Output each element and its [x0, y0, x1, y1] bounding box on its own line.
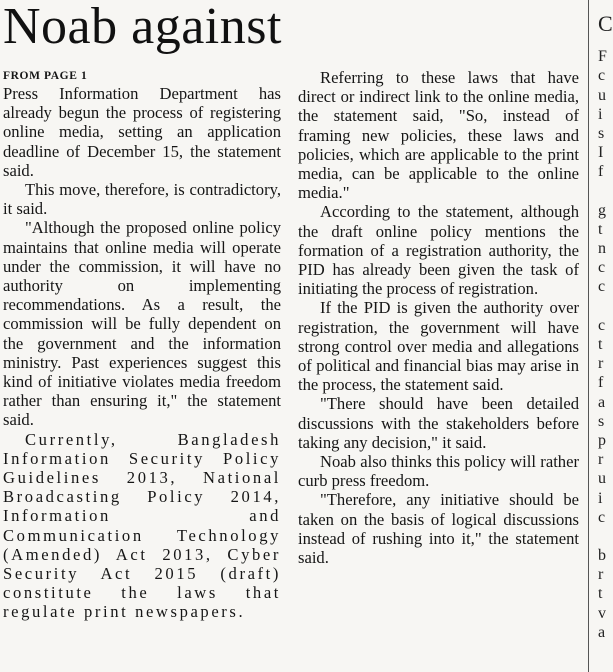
cut-line-fragment: c — [598, 259, 606, 277]
paragraph: "Although the proposed online policy maintains that online media will operate under the commission, it will have no authority on implementing recommendations. As a result, the commission will be fully dependent on the government and the information ministry. Past experiences suggest this kind of initiative violates media freedom rather than ensuring it," the statement said. — [3, 218, 281, 430]
cut-line-fragment — [598, 182, 608, 201]
cut-line-fragment: a — [598, 623, 606, 641]
cut-line-fragment: i — [598, 489, 603, 507]
cut-line-fragment: c — [598, 508, 606, 526]
continuation-kicker: FROM PAGE 1 — [3, 70, 88, 82]
paragraph: According to the statement, although the draft online policy mentions the formation of a registration authority, the PID has already been given the task of initiating the process of registration. — [298, 202, 579, 299]
cut-line-fragment: t — [598, 336, 603, 353]
article-column-middle — [298, 68, 579, 567]
cut-line-fragment: f — [598, 374, 604, 392]
headline: Noab against — [3, 0, 282, 55]
cut-line-fragment: c — [598, 316, 606, 334]
cut-line-fragment: t — [598, 220, 603, 238]
cut-line-fragment: u — [598, 470, 606, 488]
cut-line-fragment: t — [598, 585, 603, 603]
cut-line-fragment: v — [598, 604, 606, 622]
cut-line-fragment: r — [598, 566, 604, 584]
paragraph: Press Information Department has already begun the process of registering online media, setting an application deadline of December 15, the statement said. — [3, 84, 281, 180]
paragraph: Noab also thinks this policy will rather curb press freedom. — [298, 452, 579, 491]
cut-line-fragment: b — [598, 547, 606, 565]
cut-line-fragment — [598, 527, 608, 546]
column-divider — [588, 0, 589, 672]
cut-headline-letter: C — [598, 11, 613, 36]
cut-line-fragment: a — [598, 393, 606, 411]
cut-line-fragment: s — [598, 124, 605, 142]
paragraph: "Therefore, any initiative should be taken on the basis of logical discussions instead of rushing into it," the statement said. — [298, 490, 579, 568]
cut-line-fragment: r — [598, 355, 604, 373]
paragraph: "There should have been detailed discussions with the stakeholders before taking any decision," it said. — [298, 394, 579, 452]
cut-line-fragment: F — [598, 48, 607, 66]
cut-line-fragment: p — [598, 431, 606, 449]
cut-line-fragment — [598, 297, 608, 316]
cut-line-fragment: n — [598, 240, 606, 258]
paragraph: If the PID is given the authority over registration, the government will have strong control over media and allegations of political and financial bias may arise in the process, the statement said. — [298, 298, 579, 395]
cut-line-fragment: I — [598, 144, 604, 162]
cut-line-fragment: u — [598, 86, 606, 104]
paragraph: Currently, Bangladesh Information Security Policy Guidelines 2013, National Broadcasting Policy 2014, Information and Communication Technology (Amended) Act 2013, Cyber Security Act 2015 (draft) constitute the laws that regulate print newspapers. — [3, 429, 281, 622]
cut-line-fragment: c — [598, 278, 606, 296]
cut-line-fragment: f — [598, 163, 604, 181]
adjacent-article-cut-off — [598, 11, 613, 642]
article-column-left — [3, 69, 281, 622]
paragraph: Referring to these laws that have direct or indirect link to the online media, the statement said, "So, instead of framing new policies, these laws and policies, which are applicable to the print media, can be applicable to the online media." — [298, 68, 579, 203]
cut-line-fragment: c — [598, 67, 606, 85]
paragraph: This move, therefore, is contradictory, it said. — [3, 180, 281, 219]
cut-line-fragment: s — [598, 412, 605, 430]
cut-line-fragment: i — [598, 105, 603, 123]
cut-line-fragment: g — [598, 201, 606, 219]
cut-line-fragment: r — [598, 451, 604, 469]
